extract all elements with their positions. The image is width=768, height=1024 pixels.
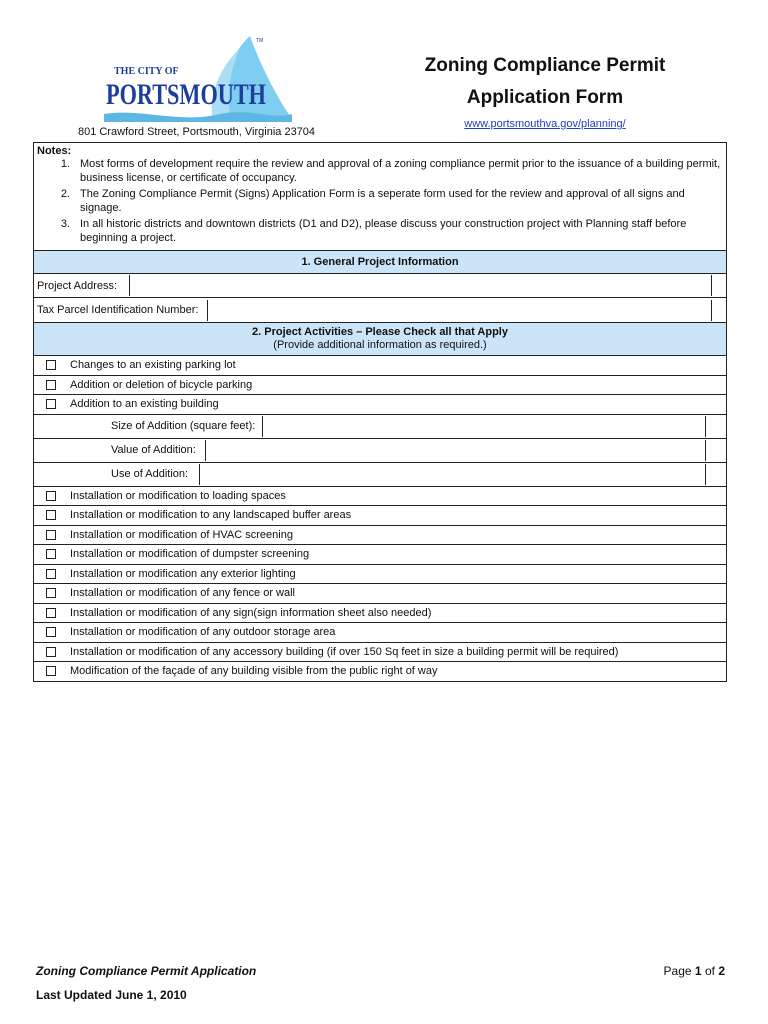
activity-label: Addition to an existing building xyxy=(70,398,219,411)
form-title-line1: Zoning Compliance Permit xyxy=(424,55,666,76)
page-number xyxy=(664,964,725,978)
activity-label: Installation or modification of HVAC screening xyxy=(70,528,293,541)
section-general-info-header: 1. General Project Information xyxy=(34,251,726,274)
note-item xyxy=(37,217,722,245)
logo-tm: TM xyxy=(256,38,264,44)
checkbox-row xyxy=(34,662,726,681)
addition-size-field[interactable] xyxy=(262,416,706,437)
activity-checkbox[interactable] xyxy=(46,647,56,657)
project-address-row xyxy=(34,274,726,298)
project-address-field[interactable] xyxy=(129,275,712,296)
checkbox-row xyxy=(34,356,726,376)
note-item xyxy=(37,187,722,215)
section-project-activities-header xyxy=(34,323,726,356)
notes-section xyxy=(34,143,726,251)
form-title-line2: Application Form xyxy=(466,87,624,108)
addition-size-row xyxy=(34,415,726,439)
checkbox-row xyxy=(34,506,726,526)
activity-label: Installation or modification of any outdoor storage area xyxy=(70,626,336,639)
note-item xyxy=(37,157,722,185)
activity-checkbox[interactable] xyxy=(46,510,56,520)
note-text: The Zoning Compliance Permit (Signs) Application Form is a seperate form used for the review and approval of all signs and signage. xyxy=(80,188,685,214)
addition-use-label: Use of Addition: xyxy=(111,468,189,480)
note-number: 2. xyxy=(60,188,70,200)
activity-checkbox[interactable] xyxy=(46,608,56,618)
checkbox-row xyxy=(34,565,726,585)
page-current: 1 xyxy=(694,964,702,978)
activity-label: Changes to an existing parking lot xyxy=(70,359,236,372)
checkbox-row xyxy=(34,604,726,624)
checkbox-row xyxy=(34,526,726,546)
note-text: Most forms of development require the review and approval of a zoning compliance permit prior to the issuance of a building permit, business license, or certificate of occupancy. xyxy=(80,158,721,184)
activity-label: Installation or modification of any sign(sign information sheet also needed) xyxy=(70,606,432,619)
checkbox-row xyxy=(34,487,726,507)
activity-label: Installation or modification of any fence or wall xyxy=(70,587,296,600)
tax-parcel-field[interactable] xyxy=(207,300,712,321)
activity-label: Installation or modification of any accessory building (if over 150 Sq feet in size a building permit will be required) xyxy=(70,645,619,658)
portsmouth-logo xyxy=(100,34,296,124)
addition-value-field[interactable] xyxy=(205,440,706,461)
page-word: Page xyxy=(663,964,692,978)
section2-title: 2. Project Activities – Please Check all that Apply xyxy=(252,326,508,338)
page-of: of xyxy=(704,964,715,978)
checkbox-row xyxy=(34,623,726,643)
activity-label: Installation or modification to any landscaped buffer areas xyxy=(70,509,352,522)
application-form xyxy=(33,142,727,682)
activity-checkbox[interactable] xyxy=(46,530,56,540)
activity-label: Installation or modification any exterior lighting xyxy=(70,567,296,580)
addition-value-label: Value of Addition: xyxy=(111,444,196,456)
tax-parcel-row xyxy=(34,298,726,323)
notes-title: Notes: xyxy=(37,145,72,157)
city-address: 801 Crawford Street, Portsmouth, Virginia 23704 xyxy=(78,126,316,138)
activity-checkbox[interactable] xyxy=(46,491,56,501)
activity-checkbox[interactable] xyxy=(46,627,56,637)
checkbox-row xyxy=(34,584,726,604)
activity-label: Modification of the façade of any building visible from the public right of way xyxy=(70,665,438,678)
logo-text-small: THE CITY OF xyxy=(114,66,179,77)
logo-text-big: PORTSMOUTH xyxy=(106,78,266,111)
activity-checkbox[interactable] xyxy=(46,360,56,370)
activity-checkbox[interactable] xyxy=(46,666,56,676)
addition-use-row xyxy=(34,463,726,487)
activity-label: Installation or modification to loading spaces xyxy=(70,489,286,502)
checkbox-row xyxy=(34,395,726,415)
planning-website-link[interactable]: www.portsmouthva.gov/planning/ xyxy=(464,118,626,130)
checkbox-row xyxy=(34,376,726,396)
addition-use-field[interactable] xyxy=(199,464,706,485)
note-text: In all historic districts and downtown districts (D1 and D2), please discuss your construction project with Planning staff before beginning a project. xyxy=(80,218,687,244)
checkbox-row xyxy=(34,643,726,663)
note-number: 3. xyxy=(60,218,70,230)
addition-size-label: Size of Addition (square feet): xyxy=(111,420,256,432)
activity-checkbox[interactable] xyxy=(46,399,56,409)
activity-checkbox[interactable] xyxy=(46,588,56,598)
activity-checkbox[interactable] xyxy=(46,380,56,390)
footer-document-title: Zoning Compliance Permit Application xyxy=(36,964,257,978)
footer-last-updated: Last Updated June 1, 2010 xyxy=(36,988,187,1002)
page-total: 2 xyxy=(718,964,725,978)
tax-parcel-label: Tax Parcel Identification Number: xyxy=(37,304,199,316)
activity-label: Addition or deletion of bicycle parking xyxy=(70,378,253,391)
activity-label: Installation or modification of dumpster screening xyxy=(70,548,310,561)
checkbox-row xyxy=(34,545,726,565)
section2-subtitle: (Provide additional information as required.) xyxy=(273,339,487,351)
addition-value-row xyxy=(34,439,726,463)
project-address-label: Project Address: xyxy=(37,279,118,292)
note-number: 1. xyxy=(60,158,70,170)
activity-checkbox[interactable] xyxy=(46,549,56,559)
activity-checkbox[interactable] xyxy=(46,569,56,579)
